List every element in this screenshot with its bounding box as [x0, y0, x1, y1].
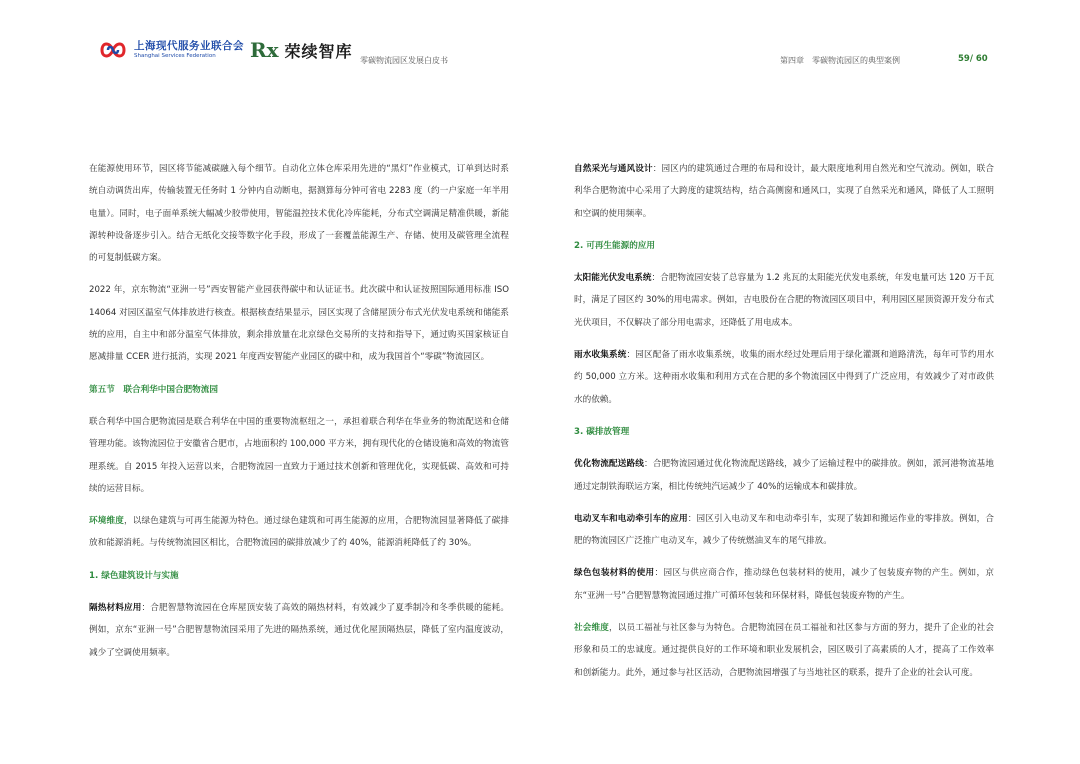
subsection-heading: 1. 绿色建筑设计与实施 [89, 570, 179, 581]
chapter-title: 第四章 零碳物流园区的典型案例 [780, 56, 900, 65]
paragraph-text: ：园区引入电动叉车和电动牵引车，实现了装卸和搬运作业的零排放。例如，合肥的物流园区广泛推广电动叉车，减少了传统燃油叉车的尾气排放。 [574, 513, 994, 547]
paragraph [574, 617, 994, 684]
section-heading: 第五节 联合利华中国合肥物流园 [89, 384, 218, 395]
left-column [89, 158, 509, 674]
paragraph: 在能源使用环节，园区将节能减碳融入每个细节。自动化立体仓库采用先进的“黑灯”作业模式，订单到达时系统自动调货出库，传输装置无任务时 1 分钟内自动断电，据测算每分钟可省电 2283 度（约一户家庭一年半用电量）。同时，电子面单系统大幅减少胶带使用，智能温控技术优化冷库能耗，分布式空调满足精准供暖，新能源转种设备逐步引入。结合无纸化交接等数字化手段，形成了一套覆盖能源生产、存储、使用及碳管理全流程的可复制低碳方案。 [89, 164, 509, 264]
paragraph-text: ：合肥智慧物流园在仓库屋顶安装了高效的隔热材料，有效减少了夏季制冷和冬季供暖的能耗。例如，京东“亚洲一号”合肥智慧物流园采用了先进的隔热系统，通过优化屋顶隔热层，降低了室内温度波动，减少了空调使用频率。 [89, 603, 509, 658]
paragraph [574, 508, 994, 553]
paragraph-text: ：园区内的建筑通过合理的布局和设计，最大限度地利用自然光和空气流动。例如，联合利华合肥物流中心采用了大跨度的建筑结构，结合高侧窗和通风口，实现了自然采光和通风，降低了人工照明和空调的使用频率。 [574, 164, 994, 219]
paragraph-text: ：园区配备了雨水收集系统，收集的雨水经过处理后用于绿化灌溉和道路清洗，每年可节约用水约 50,000 立方米。这种雨水收集和利用方式在合肥的多个物流园区中得到了广泛应用，有效减少了对市政供水的依赖。 [574, 350, 994, 405]
rx-logo-mark: Rx [250, 38, 279, 62]
right-column [574, 158, 994, 694]
paragraph [574, 453, 994, 498]
term-label: 太阳能光伏发电系统 [574, 273, 652, 284]
term-label: 绿色包装材料的使用 [574, 568, 655, 579]
paragraph: 2022 年，京东物流“亚洲一号”西安智能产业园获得碳中和认证证书。此次碳中和认证按照国际通用标准 ISO 14064 对园区温室气体排放进行核查。根据核查结果显示，园区实现了含储屋顶分布式光伏发电系统和储能系统的应用，自主中和部分温室气体排放，剩余排放量在北京绿色交易所的支持和指导下，通过购买国家核证自愿减排量 CCER 进行抵消，实现 2021 年度西安智能产业园区的碳中和，成为我国首个“零碳”物流园区。 [89, 285, 509, 363]
dimension-label: 环境维度 [89, 516, 125, 527]
paragraph-text: ：合肥物流园通过优化物流配送路线，减少了运输过程中的碳排放。例如，派河港物流基地通过定制铁海联运方案，相比传统纯汽运减少了 40%的运输成本和碳排放。 [574, 459, 994, 492]
term-label: 电动叉车和电动牵引车的应用 [574, 513, 688, 524]
dimension-label: 社会维度 [574, 623, 610, 634]
federation-name-en: Shanghai Services Federation [134, 52, 216, 59]
paragraph-text: ，以员工福祉与社区参与为特色。合肥物流园在员工福祉和社区参与方面的努力，提升了企业的社会形象和员工的忠诚度。通过提供良好的工作环境和职业发展机会，园区吸引了高素质的人才，提高了工作效率和创新能力。此外，通过参与社区活动，合肥物流园增强了与当地社区的联系，提升了企业的社会认可度。 [574, 623, 994, 678]
term-label: 雨水收集系统 [574, 350, 627, 361]
rongxu-think-tank-logo [250, 38, 353, 62]
subsection-heading: 2. 可再生能源的应用 [574, 240, 655, 251]
paragraph-text: ：园区与供应商合作，推动绿色包装材料的使用，减少了包装废弃物的产生。例如，京东“亚洲一号”合肥智慧物流园通过推广可循环包装和环保材料，降低包装废弃物的产生。 [574, 568, 994, 601]
term-label: 自然采光与通风设计 [574, 164, 653, 174]
paragraph-text: ：合肥物流园安装了总容量为 1.2 兆瓦的太阳能光伏发电系统，年发电量可达 120 万千瓦时，满足了园区约 30%的用电需求。例如，吉电股份在合肥的物流园区项目中，利用园区屋顶资源开发分布式光伏项目，不仅解决了部分用电需求，还降低了用电成本。 [574, 273, 994, 328]
term-label: 优化物流配送路线 [574, 459, 645, 470]
federation-logo-icon [98, 38, 128, 62]
federation-name-cn: 上海现代服务业联合会 [134, 40, 244, 53]
term-label: 隔热材料应用 [89, 603, 142, 614]
paragraph-text: ，以绿色建筑与可再生能源为特色。通过绿色建筑和可再生能源的应用，合肥物流园显著降低了碳排放和能源消耗。与传统物流园区相比，合肥物流园的碳排放减少了约 40%，能源消耗降低了约 30%。 [89, 516, 509, 549]
shanghai-services-federation-logo [98, 38, 244, 62]
paragraph [574, 344, 994, 411]
paragraph: 联合利华中国合肥物流园是联合利华在中国的重要物流枢纽之一，承担着联合利华在华业务的物流配送和仓储管理功能。该物流园位于安徽省合肥市，占地面积约 100,000 平方米，拥有现代化的仓储设施和高效的物流管理系统。自 2015 年投入运营以来，合肥物流园一直致力于通过技术创新和管理优化，实现低碳、高效和可持续的运营目标。 [89, 416, 509, 494]
paragraph [574, 158, 994, 225]
rongxu-name: 荣续智库 [284, 41, 353, 61]
paragraph [89, 510, 509, 555]
page-number: 59/ 60 [958, 54, 988, 64]
page-header [0, 0, 1080, 90]
paragraph [89, 597, 509, 664]
subsection-heading: 3. 碳排放管理 [574, 426, 630, 437]
paragraph [574, 267, 994, 334]
document-title: 零碳物流园区发展白皮书 [360, 56, 448, 65]
paragraph [574, 562, 994, 607]
